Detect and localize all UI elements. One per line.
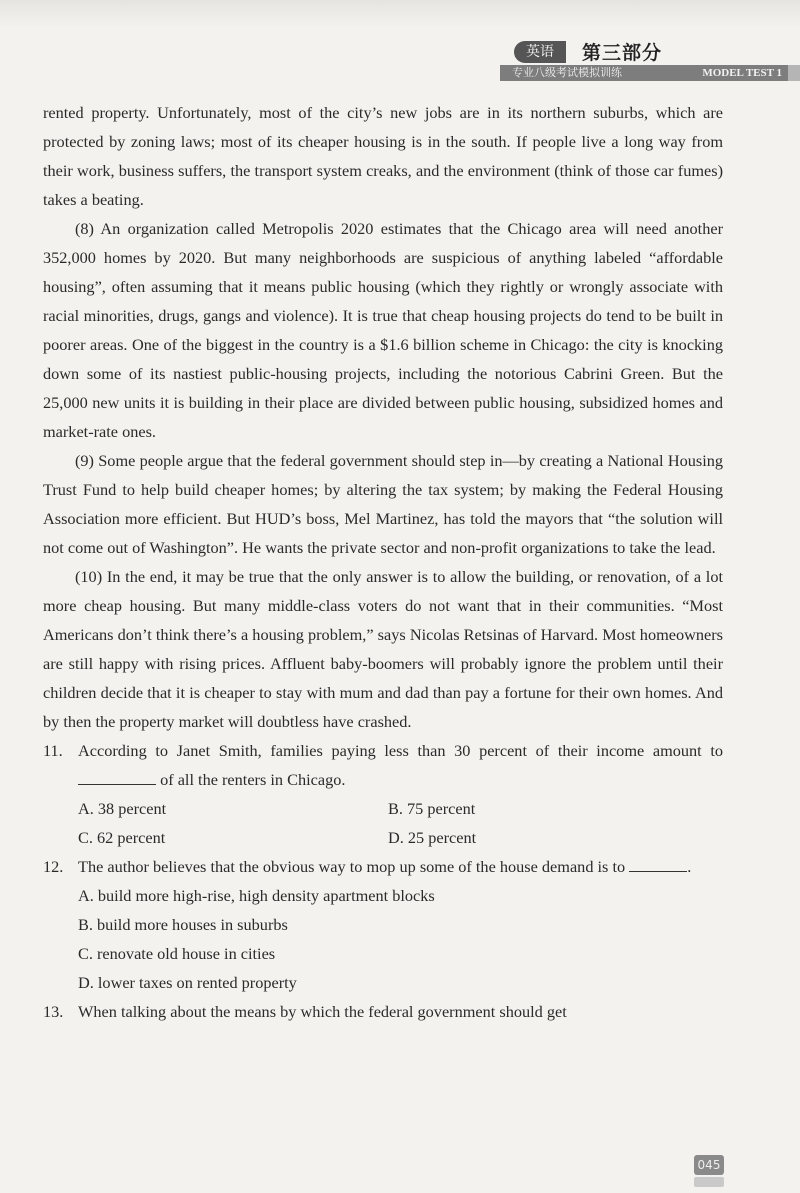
question-number: 11. — [43, 741, 63, 760]
question-stem-after-blank: . — [687, 857, 692, 876]
option-d: D. 25 percent — [388, 828, 477, 847]
page-number: 045 — [694, 1155, 724, 1175]
option-d: D. lower taxes on rented property — [78, 973, 297, 992]
paragraph-continuation: rented property. Unfortunately, most of the city’s new jobs are in its northern suburbs, which are protected by zoning laws; most of its cheaper housing is in the south. If people live a long way from their work, business suffers, the transport system creaks, and the environment (think of those car fumes) takes a beating. — [43, 103, 723, 209]
option-c: C. 62 percent — [78, 828, 166, 847]
subject-tag: 英语 — [514, 41, 566, 63]
paragraph-10: (10) In the end, it may be true that the only answer is to allow the building, or renovation, of a lot more cheap housing. But many middle-class voters do not want that in their communities. “Most Americans don’t think there’s a housing problem,” says Nicolas Retsinas of Harvard. Most homeowners are still happy with rising prices. Affluent baby-boomers will probably ignore the problem until their children decide that it is cheaper to stay with mum and dad than pay a fortune for their own homes. And by then the property market will doubtless have crashed. — [43, 567, 723, 731]
question-number: 12. — [43, 857, 64, 876]
options-row — [43, 794, 723, 823]
page-content — [43, 98, 723, 1026]
answer-blank — [629, 855, 687, 872]
header-bar-chinese-title: 专业八级考试模拟训练 — [512, 66, 622, 79]
answer-blank — [78, 768, 156, 785]
question-13 — [43, 997, 723, 1026]
option-b: B. build more houses in suburbs — [78, 915, 288, 934]
page-number-shadow — [694, 1177, 724, 1187]
header-bar — [500, 65, 788, 81]
question-stem-before-blank: The author believes that the obvious way to mop up some of the house demand is to — [78, 857, 630, 876]
header-band — [0, 0, 800, 28]
paragraph-8: (8) An organization called Metropolis 2020 estimates that the Chicago area will need another 352,000 homes by 2020. But many neighborhoods are suspicious of anything labeled “affordable housing”, often assuming that it means public housing (which they rightly or wrongly associate with racial minorities, drugs, gangs and violence). It is true that cheap housing projects do tend to be built in poorer areas. One of the biggest in the country is a $1.6 billion scheme in Chicago: the city is knocking down some of its nastiest public-housing projects, including the notorious Cabrini Green. But the 25,000 new units it is building in their place are divided between public housing, subsidized homes and market-rate ones. — [43, 219, 723, 441]
page-header — [0, 0, 800, 85]
option-c: C. renovate old house in cities — [78, 944, 276, 963]
question-11 — [43, 736, 723, 794]
question-stem-before-blank: According to Janet Smith, families paying less than 30 percent of their income amount to — [78, 741, 723, 760]
question-12 — [43, 852, 723, 881]
header-bar-english-title: MODEL TEST 1 — [702, 67, 782, 79]
paragraph-9: (9) Some people argue that the federal government should step in—by creating a National Housing Trust Fund to help build cheaper homes; by altering the tax system; by making the Federal Housing Association more efficient. But HUD’s boss, Mel Martinez, has told the mayors that “the solution will not come out of Washington”. He wants the private sector and non-profit organizations to take the lead. — [43, 451, 723, 557]
option-a: A. build more high-rise, high density apartment blocks — [78, 886, 435, 905]
option-a: A. 38 percent — [78, 799, 167, 818]
option-b: B. 75 percent — [388, 799, 476, 818]
question-stem-after-blank: of all the renters in Chicago. — [156, 770, 346, 789]
header-bar-end-cap — [788, 65, 800, 81]
question-number: 13. — [43, 1002, 64, 1021]
question-stem: When talking about the means by which the federal government should get — [78, 1002, 567, 1021]
options-row — [43, 823, 723, 852]
section-title: 第三部分 — [582, 42, 663, 64]
